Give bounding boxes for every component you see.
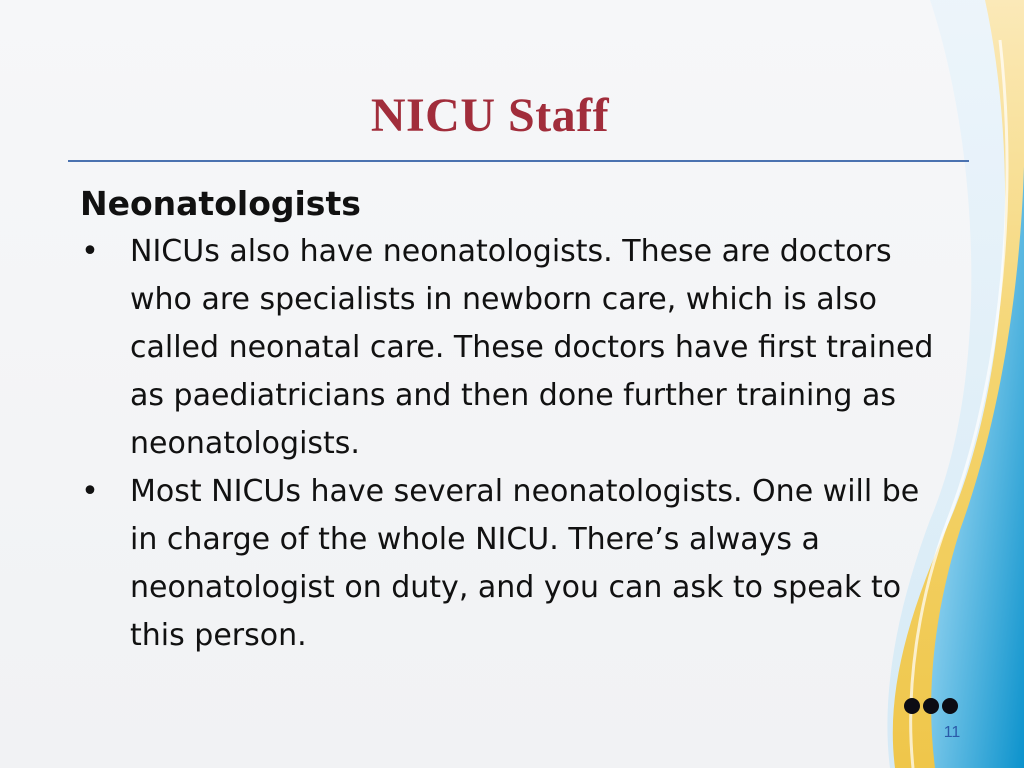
slide-title: NICU Staff xyxy=(370,89,610,142)
page-number: 11 xyxy=(943,724,961,741)
more-dots-icon xyxy=(904,698,958,714)
bullet-icon: • xyxy=(81,474,99,509)
bullet-item xyxy=(80,228,950,468)
dot-icon xyxy=(942,698,958,714)
dot-icon xyxy=(904,698,920,714)
section-heading: Neonatologists xyxy=(80,184,361,223)
title-divider xyxy=(68,160,969,162)
bullet-icon: • xyxy=(81,234,99,269)
bullet-item xyxy=(80,468,950,660)
slide-body xyxy=(80,180,960,660)
dot-icon xyxy=(923,698,939,714)
bullet-text: Most NICUs have several neonatologists. One will be in charge of the whole NICU. There’s always a neonatologist on duty, and you can ask to speak to this person. xyxy=(130,474,920,653)
bullet-list xyxy=(80,228,960,660)
bullet-text: NICUs also have neonatologists. These are doctors who are specialists in newborn care, which is also called neonatal care. These doctors have first trained as paediatricians and then done further training as neonatologists. xyxy=(130,234,934,461)
